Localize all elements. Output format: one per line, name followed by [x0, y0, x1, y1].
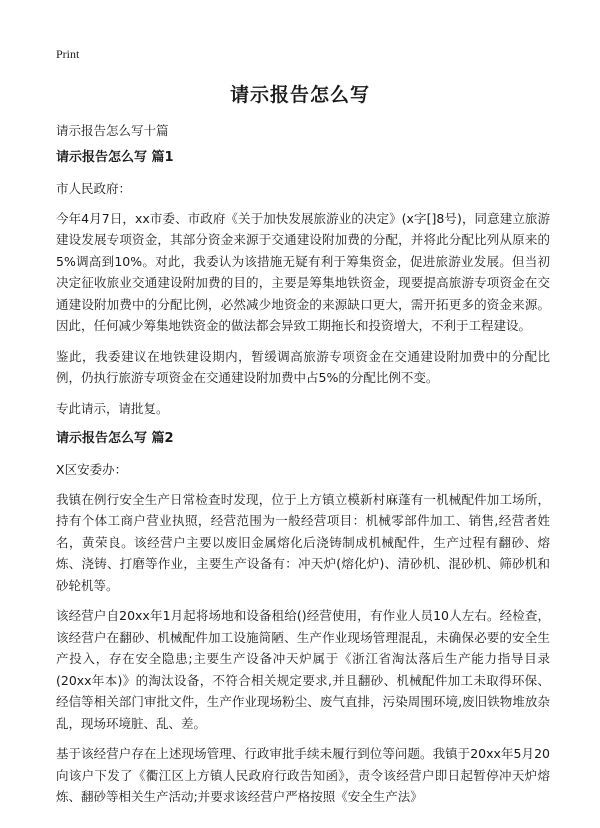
document-subtitle: 请示报告怎么写十篇 — [56, 123, 169, 138]
paragraph: 专此请示，请批复。 — [56, 400, 169, 416]
section-heading-2: 请示报告怎么写 篇2 — [56, 431, 174, 446]
paragraph: 今年4月7日，xx市委、市政府《关于加快发展旅游业的决定》(x字[]8号)，同意建立旅游建设发展专项资金，其部分资金来源于交通建设附加费的分配，并将此分配比列从原来的5%调高到10%。对此，我委认为该措施无疑有利于筹集资金，促进旅游业发展。但当初决定征收旅业交通建设附加费的目的，主要是筹集地铁资金，现要提高旅游专项资金在交通建设附加费中的分配比例，必然减少地资金的来源缺口更大，需开拓更多的资金来源。因此，任何减少筹集地铁资金的做法都会异致工期拖长和投资增大，不利于工程建设。 — [56, 210, 550, 333]
print-link[interactable]: Print — [56, 47, 80, 61]
paragraph: 该经营户自20xx年1月起将场地和设备租给()经营使用，有作业人员10人左右。经检查，该经营户在翻砂、机械配件加工设施简陋、生产作业现场管理混乱，未确保必要的安全生产投入，存在安全隐患;主要生产设备冲天炉属于《浙江省淘汰落后生产能力指导目录(20xx年本)》的淘汰设备，不符合相关规定要求,并且翻砂、机械配件加工未取得环保、经信等相关部门审批文件，生产作业现场粉尘、废气直排，污染周围环境,废旧铁物堆放杂乱，现场环境脏、乱、差。 — [56, 608, 550, 731]
salutation-2: X区安委办： — [56, 462, 128, 477]
salutation-1: 市人民政府： — [56, 181, 132, 196]
paragraph: 基于该经营户存在上述现场管理、行政审批手续未履行到位等问题。我镇于20xx年5月20向该户下发了《衢江区上方镇人民政府行政告知函》，责令该经营户即日起暂停冲天炉熔炼、翻砂等相关生产活动;并要求该经营户严格按照《安全生产法》 — [56, 746, 550, 804]
page-title: 请示报告怎么写 — [229, 84, 370, 106]
paragraph: 鉴此，我委建议在地铁建设期内，暂缓调高旅游专项资金在交通建设附加费中的分配比例，仍执行旅游专项资金在交通建设附加费中占5%的分配比例不变。 — [56, 348, 550, 385]
paragraph: 我镇在例行安全生产日常检查时发现，位于上方镇立模新村麻蓬有一机械配件加工场所，持有个体工商户营业执照，经营范围为一般经营项目：机械零部件加工、销售,经营者姓名，黄荣良。该经营户主要以废旧金属熔化后浇铸制成机械配件，生产过程有翻砂、熔炼、浇铸、打磨等作业，主要生产设备有：冲天炉(熔化炉)、清砂机、混砂机、筛砂机和砂轮机等。 — [56, 491, 550, 593]
document-body — [56, 122, 550, 808]
section-heading-1: 请示报告怎么写 篇1 — [56, 150, 174, 165]
